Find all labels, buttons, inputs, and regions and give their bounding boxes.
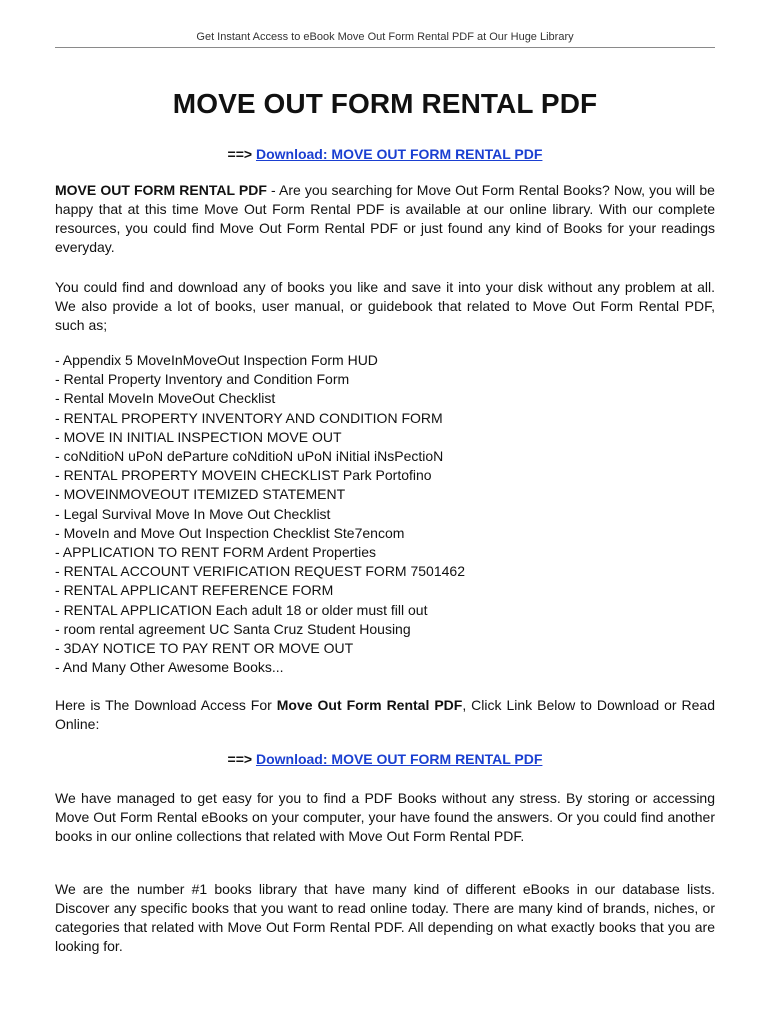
list-bullet: -	[55, 486, 64, 503]
book-list-item	[55, 485, 715, 504]
list-bullet: -	[55, 563, 64, 580]
related-books-list	[55, 351, 715, 677]
book-list-label: RENTAL APPLICATION Each adult 18 or older must fill out	[63, 601, 428, 618]
book-list-item	[55, 658, 715, 677]
book-list-item	[55, 543, 715, 562]
book-list-item	[55, 428, 715, 447]
book-list-item	[55, 581, 715, 600]
book-list-label: room rental agreement UC Santa Cruz Student Housing	[63, 620, 411, 637]
list-bullet: -	[55, 467, 64, 484]
list-bullet: -	[55, 352, 63, 368]
list-bullet: -	[55, 659, 63, 676]
intro-paragraph	[55, 181, 715, 257]
book-list-item	[55, 639, 715, 658]
header-divider	[55, 47, 715, 48]
book-list-item	[55, 562, 715, 581]
document-title: MOVE OUT FORM RENTAL PDF	[172, 88, 598, 119]
book-list-item	[55, 601, 715, 620]
download-arrow: ==>	[227, 751, 253, 767]
download-line-bottom	[0, 751, 770, 767]
list-bullet: -	[55, 620, 64, 637]
list-bullet: -	[55, 428, 64, 445]
book-list-label: RENTAL PROPERTY MOVEIN CHECKLIST Park Portofino	[63, 467, 432, 484]
book-list-label: RENTAL PROPERTY INVENTORY AND CONDITION FORM	[63, 409, 443, 426]
book-list-label: MoveIn and Move Out Inspection Checklist Ste7encom	[63, 524, 405, 541]
book-list-item	[55, 389, 715, 408]
book-list-item	[55, 524, 715, 543]
download-access-paragraph	[55, 696, 715, 734]
paragraph-library: We are the number #1 books library that have many kind of different eBooks in our database lists. Discover any specific books that you want to read online today. There are many kind of brands, niches, or categories that related with Move Out Form Rental PDF. All depending on what exactly books that you are looking for.	[55, 881, 715, 954]
access-text-after: , Click Link Below to Download or Read Online:	[55, 697, 716, 732]
access-bold-title: Move Out Form Rental PDF	[276, 697, 463, 713]
book-list-item	[55, 466, 715, 485]
book-list-label: Appendix 5 MoveInMoveOut Inspection Form HUD	[62, 352, 378, 368]
list-bullet: -	[55, 448, 64, 465]
list-bullet: -	[55, 390, 64, 407]
paragraph-find-download: You could find and download any of books you like and save it into your disk without any problem at all. We also provide a lot of books, user manual, or guidebook that related to Move Out Form Rental PDF, such as;	[55, 279, 715, 333]
book-list-label: Legal Survival Move In Move Out Checklist	[63, 505, 331, 522]
paragraph-managed: We have managed to get easy for you to find a PDF Books without any stress. By storing or accessing Move Out Form Rental eBooks on your computer, your have found the answers. Or you could find another books in our online collections that related with Move Out Form Rental PDF.	[55, 790, 715, 844]
book-list-label: 3DAY NOTICE TO PAY RENT OR MOVE OUT	[63, 640, 354, 657]
download-link-bottom[interactable]: Download: MOVE OUT FORM RENTAL PDF	[255, 751, 543, 767]
access-text-before: Here is The Download Access For	[55, 697, 277, 713]
download-link-top[interactable]: Download: MOVE OUT FORM RENTAL PDF	[255, 146, 543, 162]
list-bullet: -	[55, 582, 64, 599]
book-list-item	[55, 620, 715, 639]
book-list-label: RENTAL ACCOUNT VERIFICATION REQUEST FORM 7501462	[63, 563, 465, 580]
book-list-item	[55, 447, 715, 466]
intro-text: - Are you searching for Move Out Form Rental Books? Now, you will be happy that at this time Move Out Form Rental PDF is available at our online library. With our complete resources, you could find Move Out Form Rental PDF or just found any kind of Books for your readings everyday.	[55, 182, 715, 255]
book-list-item	[55, 409, 715, 428]
book-list-item	[55, 505, 715, 524]
book-list-item	[55, 370, 715, 389]
book-list-item	[55, 351, 715, 370]
download-arrow: ==>	[227, 146, 253, 162]
intro-bold-lead: MOVE OUT FORM RENTAL PDF	[55, 182, 267, 198]
book-list-label: MOVE IN INITIAL INSPECTION MOVE OUT	[63, 428, 342, 445]
download-line-top	[0, 146, 770, 162]
book-list-label: APPLICATION TO RENT FORM Ardent Properties	[62, 544, 377, 561]
page-header: Get Instant Access to eBook Move Out Form Rental PDF at Our Huge Library	[196, 31, 574, 43]
book-list-label: coNditioN uPoN deParture coNditioN uPoN iNitial iNsPectioN	[63, 448, 444, 465]
book-list-label: MOVEINMOVEOUT ITEMIZED STATEMENT	[63, 486, 346, 503]
book-list-label: Rental MoveIn MoveOut Checklist	[63, 390, 276, 407]
list-bullet: -	[55, 371, 64, 388]
list-bullet: -	[55, 409, 64, 426]
list-bullet: -	[55, 505, 64, 522]
list-bullet: -	[55, 524, 64, 541]
book-list-label: And Many Other Awesome Books...	[62, 659, 284, 676]
list-bullet: -	[55, 544, 63, 561]
list-bullet: -	[55, 640, 64, 657]
book-list-label: Rental Property Inventory and Condition Form	[63, 371, 350, 388]
list-bullet: -	[55, 601, 64, 618]
book-list-label: RENTAL APPLICANT REFERENCE FORM	[63, 582, 334, 599]
